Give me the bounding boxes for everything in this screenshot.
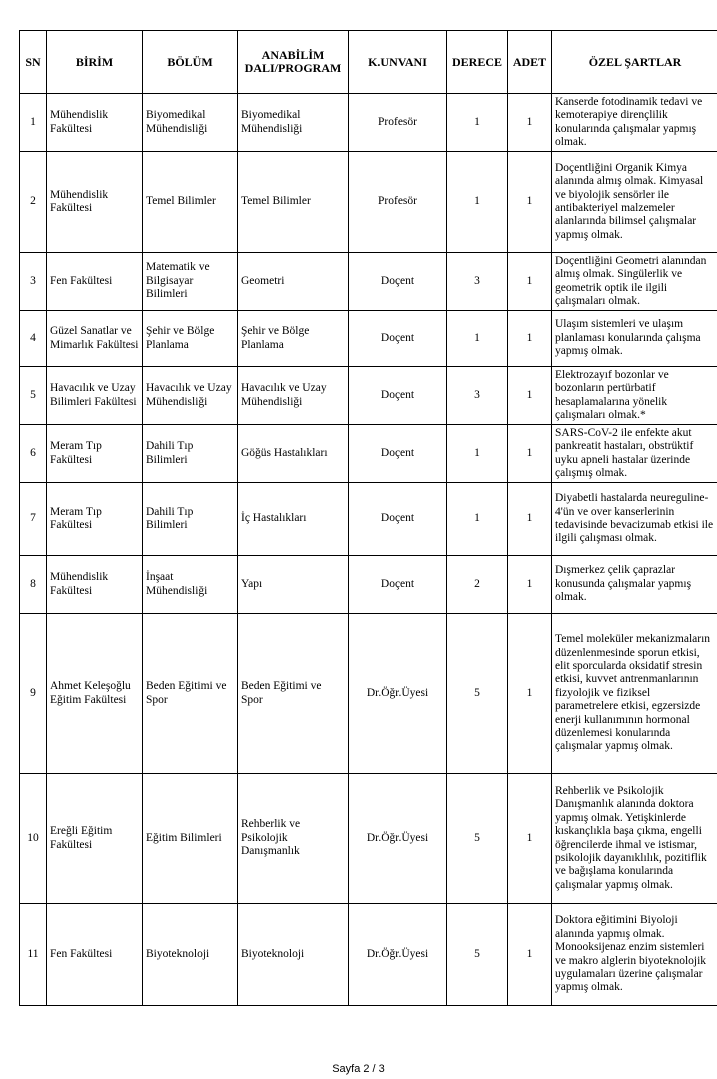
cell-bolum: Beden Eğitimi ve Spor [143,614,238,774]
cell-unvan: Dr.Öğr.Üyesi [349,904,447,1006]
cell-derece: 5 [447,774,508,904]
cell-anabilim: Şehir ve Bölge Planlama [238,311,349,367]
cell-anabilim: Beden Eğitimi ve Spor [238,614,349,774]
table-row [20,425,717,483]
cell-ozel: Doktora eğitimini Biyoloji alanında yapmış olmak. Monooksijenaz enzim sistemleri ve makro alglerin biyoteknolojik uygulamaları üzerine çalışmalar yapmış olmak. [552,904,717,1006]
cell-unvan: Doçent [349,253,447,311]
cell-anabilim: Geometri [238,253,349,311]
cell-sn: 6 [20,425,47,483]
cell-sn: 8 [20,556,47,614]
cell-unvan: Dr.Öğr.Üyesi [349,614,447,774]
cell-anabilim: İç Hastalıkları [238,483,349,556]
header-sn: SN [20,31,47,94]
cell-birim: Mühendislik Fakültesi [47,152,143,253]
header-unvan: K.UNVANI [349,31,447,94]
table-row [20,904,717,1006]
cell-sn: 4 [20,311,47,367]
positions-table [19,30,717,1006]
cell-unvan: Doçent [349,556,447,614]
cell-derece: 5 [447,614,508,774]
cell-adet: 1 [508,556,552,614]
cell-bolum: Eğitim Bilimleri [143,774,238,904]
cell-birim: Meram Tıp Fakültesi [47,425,143,483]
cell-unvan: Doçent [349,367,447,425]
cell-bolum: Biyomedikal Mühendisliği [143,94,238,152]
cell-ozel: Temel moleküler mekanizmaların düzenlenmesinde sporun etkisi, elit sporcularda oksidatif stresin etkisi, kuvvet antrenmanlarının fizyolojik ve fiziksel parametrelere etkisi, egzersizde enerji kullanımının hormonal düzenlemesi konularında çalışmalar yapmış olmak. [552,614,717,774]
cell-ozel: SARS-CoV-2 ile enfekte akut pankreatit hastaları, obstrüktif uyku apneli hastalar üzerinde çalışmış olmak. [552,425,717,483]
cell-unvan: Dr.Öğr.Üyesi [349,774,447,904]
cell-unvan: Doçent [349,483,447,556]
cell-derece: 1 [447,311,508,367]
table-row [20,774,717,904]
header-adet: ADET [508,31,552,94]
cell-adet: 1 [508,904,552,1006]
cell-bolum: İnşaat Mühendisliği [143,556,238,614]
cell-birim: Havacılık ve Uzay Bilimleri Fakültesi [47,367,143,425]
cell-bolum: Dahili Tıp Bilimleri [143,483,238,556]
cell-adet: 1 [508,152,552,253]
cell-sn: 11 [20,904,47,1006]
cell-derece: 5 [447,904,508,1006]
cell-birim: Ahmet Keleşoğlu Eğitim Fakültesi [47,614,143,774]
cell-sn: 3 [20,253,47,311]
cell-adet: 1 [508,253,552,311]
header-anabilim: ANABİLİM DALI/PROGRAM [238,31,349,94]
cell-adet: 1 [508,311,552,367]
header-derece: DERECE [447,31,508,94]
header-bolum: BÖLÜM [143,31,238,94]
cell-unvan: Doçent [349,425,447,483]
cell-adet: 1 [508,94,552,152]
cell-bolum: Biyoteknoloji [143,904,238,1006]
cell-ozel: Dışmerkez çelik çaprazlar konusunda çalışmalar yapmış olmak. [552,556,717,614]
cell-birim: Mühendislik Fakültesi [47,94,143,152]
cell-sn: 1 [20,94,47,152]
cell-birim: Fen Fakültesi [47,904,143,1006]
cell-sn: 5 [20,367,47,425]
header-ozel: ÖZEL ŞARTLAR [552,31,717,94]
cell-sn: 2 [20,152,47,253]
cell-bolum: Şehir ve Bölge Planlama [143,311,238,367]
cell-birim: Güzel Sanatlar ve Mimarlık Fakültesi [47,311,143,367]
cell-anabilim: Göğüs Hastalıkları [238,425,349,483]
table-row [20,556,717,614]
cell-bolum: Havacılık ve Uzay Mühendisliği [143,367,238,425]
cell-sn: 10 [20,774,47,904]
cell-bolum: Temel Bilimler [143,152,238,253]
cell-ozel: Kanserde fotodinamik tedavi ve kemoterapiye dirençlilik konularında çalışmalar yapmış olmak. [552,94,717,152]
cell-birim: Ereğli Eğitim Fakültesi [47,774,143,904]
cell-anabilim: Havacılık ve Uzay Mühendisliği [238,367,349,425]
cell-bolum: Dahili Tıp Bilimleri [143,425,238,483]
cell-derece: 1 [447,152,508,253]
table-row [20,614,717,774]
table-row [20,367,717,425]
cell-birim: Mühendislik Fakültesi [47,556,143,614]
table-row [20,94,717,152]
table-row [20,253,717,311]
cell-derece: 3 [447,367,508,425]
cell-adet: 1 [508,614,552,774]
cell-bolum: Matematik ve Bilgisayar Bilimleri [143,253,238,311]
page-number: Sayfa 2 / 3 [332,1063,385,1075]
cell-anabilim: Temel Bilimler [238,152,349,253]
cell-anabilim: Biyoteknoloji [238,904,349,1006]
cell-ozel: Doçentliğini Geometri alanından almış olmak. Singülerlik ve geometrik optik ile ilgili çalışmaları olmak. [552,253,717,311]
cell-derece: 1 [447,425,508,483]
table-row [20,152,717,253]
cell-adet: 1 [508,483,552,556]
cell-unvan: Profesör [349,152,447,253]
cell-derece: 1 [447,483,508,556]
cell-derece: 2 [447,556,508,614]
cell-ozel: Diyabetli hastalarda neureguline-4'ün ve over kanserlerinin tedavisinde bevacizumab etkisi ile ilgili çalışması olmak. [552,483,717,556]
cell-ozel: Rehberlik ve Psikolojik Danışmanlık alanında doktora yapmış olmak. Yetişkinlerde kıskançlıkla başa çıkma, engelli öğrencilerde ihmal ve istismar, psikolojik dayanıklılık, pozitiflik ve bağışlama konularında çalışmalar yapmış olmak. [552,774,717,904]
cell-birim: Meram Tıp Fakültesi [47,483,143,556]
cell-adet: 1 [508,367,552,425]
cell-birim: Fen Fakültesi [47,253,143,311]
cell-unvan: Profesör [349,94,447,152]
cell-anabilim: Biyomedikal Mühendisliği [238,94,349,152]
header-row [20,31,717,94]
cell-derece: 1 [447,94,508,152]
cell-ozel: Doçentliğini Organik Kimya alanında almış olmak. Kimyasal ve biyolojik sensörler ile antibakteriyel malzemeler alanlarında bilimsel çalışmalar yapmış olmak. [552,152,717,253]
cell-ozel: Ulaşım sistemleri ve ulaşım planlaması konularında çalışma yapmış olmak. [552,311,717,367]
cell-adet: 1 [508,774,552,904]
cell-anabilim: Yapı [238,556,349,614]
cell-anabilim: Rehberlik ve Psikolojik Danışmanlık [238,774,349,904]
table-row [20,483,717,556]
cell-ozel: Elektrozayıf bozonlar ve bozonların pertürbatif hesaplamalarına yönelik çalışmaları olmak.* [552,367,717,425]
table-row [20,311,717,367]
cell-derece: 3 [447,253,508,311]
cell-unvan: Doçent [349,311,447,367]
header-birim: BİRİM [47,31,143,94]
cell-adet: 1 [508,425,552,483]
cell-sn: 9 [20,614,47,774]
cell-sn: 7 [20,483,47,556]
